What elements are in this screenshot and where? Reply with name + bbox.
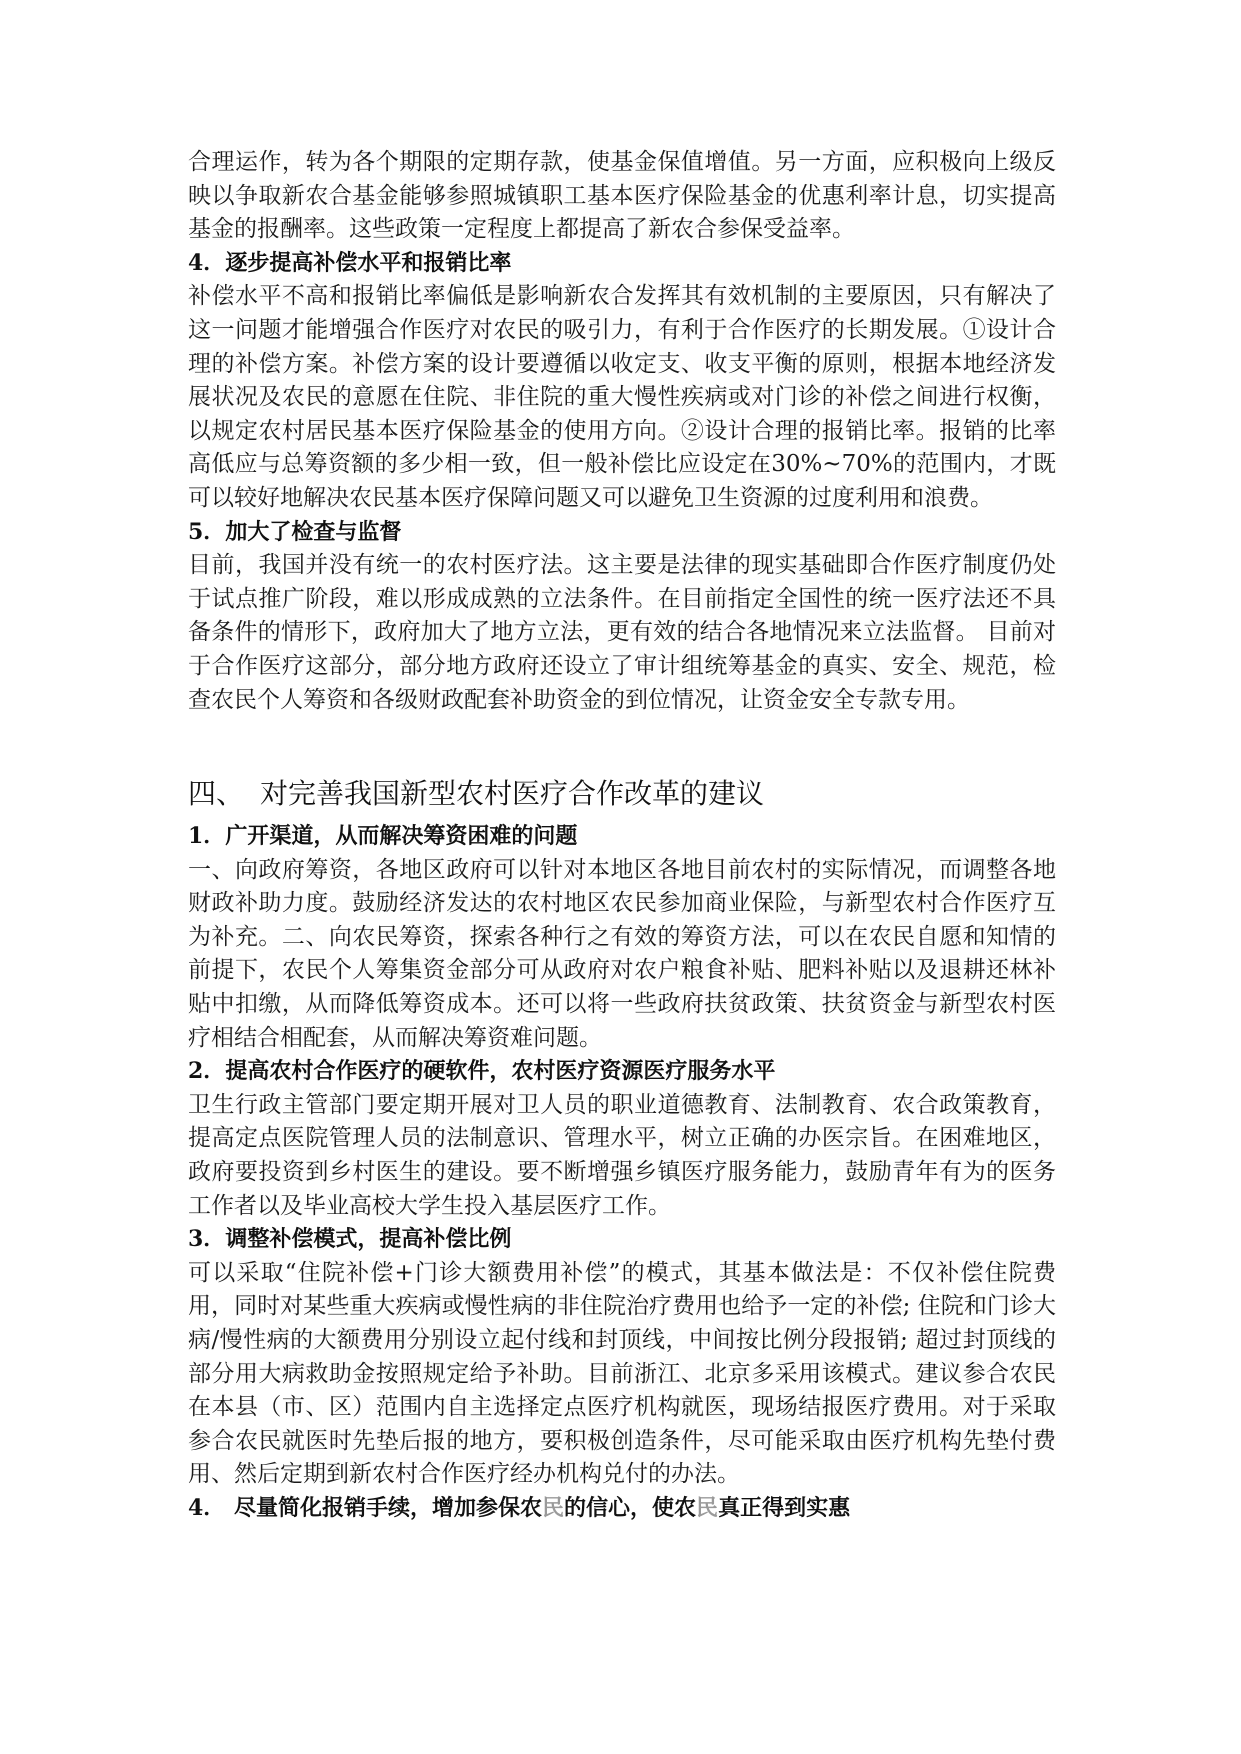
- section-title: 对完善我国新型农村医疗合作改革的建议: [260, 777, 765, 811]
- heading-number: 2．: [188, 1058, 226, 1085]
- heading-text: 逐步提高补偿水平和报销比率: [225, 249, 512, 276]
- heading-text: 的信心，使农: [564, 1494, 697, 1521]
- subsection-heading: [188, 820, 1056, 854]
- subsection-heading: [188, 516, 1056, 550]
- heading-text: 提高农村合作医疗的硬软件，农村医疗资源医疗服务水平: [225, 1058, 776, 1085]
- section-heading: [188, 774, 1056, 814]
- section-number: 四、: [188, 777, 245, 811]
- heading-text: 加大了检查与监督: [225, 518, 402, 545]
- subsection-heading: [188, 1492, 1056, 1526]
- document-page: [188, 146, 1056, 1526]
- heading-text: 真正得到实惠: [718, 1494, 851, 1521]
- heading-text: 广开渠道，从而解决筹资困难的问题: [225, 823, 578, 850]
- heading-number: 4．: [188, 1494, 226, 1521]
- subsection-heading: [188, 247, 1056, 281]
- body-paragraph: 卫生行政主管部门要定期开展对卫人员的职业道德教育、法制教育、农合政策教育，提高定点医院管理人员的法制意识、管理水平，树立正确的办医宗旨。在困难地区，政府要投资到乡村医生的建设。要不断增强乡镇医疗服务能力，鼓励青年有为的医务工作者以及毕业高校大学生投入基层医疗工作。: [188, 1091, 1056, 1219]
- heading-text: 尽量简化报销手续，增加参保农: [234, 1494, 543, 1521]
- body-paragraph: 一、向政府筹资，各地区政府可以针对本地区各地目前农村的实际情况，而调整各地财政补助力度。鼓励经济发达的农村地区农民参加商业保险，与新型农村合作医疗互为补充。二、向农民筹资，探索各种行之有效的筹资方法，可以在农民自愿和知情的前提下，农民个人筹集资金部分可从政府对农户粮食补贴、肥料补贴以及退耕还林补贴中扣缴，从而降低筹资成本。还可以将一些政府扶贫政策、扶贫资金与新型农村医疗相结合相配套，从而解决筹资难问题。: [188, 856, 1056, 1051]
- heading-number: 3．: [188, 1226, 226, 1253]
- heading-number: 1．: [188, 823, 226, 850]
- body-paragraph: 补偿水平不高和报销比率偏低是影响新农合发挥其有效机制的主要原因，只有解决了这一问题才能增强合作医疗对农民的吸引力，有利于合作医疗的长期发展。①设计合理的补偿方案。补偿方案的设计要遵循以收定支、收支平衡的原则，根据本地经济发展状况及农民的意愿在住院、非住院的重大慢性疾病或对门诊的补偿之间进行权衡，以规定农村居民基本医疗保险基金的使用方向。②设计合理的报销比率。报销的比率高低应与总筹资额的多少相一致，但一般补偿比应设定在30%~70%的范围内，才既可以较好地解决农民基本医疗保障问题又可以避免卫生资源的过度利用和浪费。: [188, 283, 1056, 511]
- subsection-heading: [188, 1055, 1056, 1089]
- faint-character: 民: [696, 1494, 719, 1521]
- body-paragraph: 合理运作，转为各个期限的定期存款，使基金保值增值。另一方面，应积极向上级反映以争取新农合基金能够参照城镇职工基本医疗保险基金的优惠利率计息，切实提高基金的报酬率。这些政策一定程度上都提高了新农合参保受益率。: [188, 149, 1056, 243]
- heading-number: 4．: [188, 249, 226, 276]
- body-paragraph: 目前，我国并没有统一的农村医疗法。这主要是法律的现实基础即合作医疗制度仍处于试点推广阶段，难以形成成熟的立法条件。在目前指定全国性的统一医疗法还不具备条件的情形下，政府加大了地方立法，更有效的结合各地情况来立法监督。 目前对于合作医疗这部分，部分地方政府还设立了审计组统筹基金的真实、安全、规范，检查农民个人筹资和各级财政配套补助资金的到位情况，让资金安全专款专用。: [188, 552, 1056, 713]
- subsection-heading: [188, 1223, 1056, 1257]
- body-paragraph: 可以采取“住院补偿+门诊大额费用补偿”的模式，其基本做法是：不仅补偿住院费用，同时对某些重大疾病或慢性病的非住院治疗费用也给予一定的补偿; 住院和门诊大病/慢性病的大额费用分别设立起付线和封顶线，中间按比例分段报销; 超过封顶线的部分用大病救助金按照规定给予补助。目前浙江、北京多采用该模式。建议参合农民在本县（市、区）范围内自主选择定点医疗机构就医，现场结报医疗费用。对于采取参合农民就医时先垫后报的地方，要积极创造条件，尽可能采取由医疗机构先垫付费用、然后定期到新农村合作医疗经办机构兑付的办法。: [188, 1259, 1056, 1488]
- faint-character: 民: [542, 1494, 565, 1521]
- heading-text: 调整补偿模式，提高补偿比例: [225, 1226, 512, 1253]
- heading-number: 5．: [188, 518, 226, 545]
